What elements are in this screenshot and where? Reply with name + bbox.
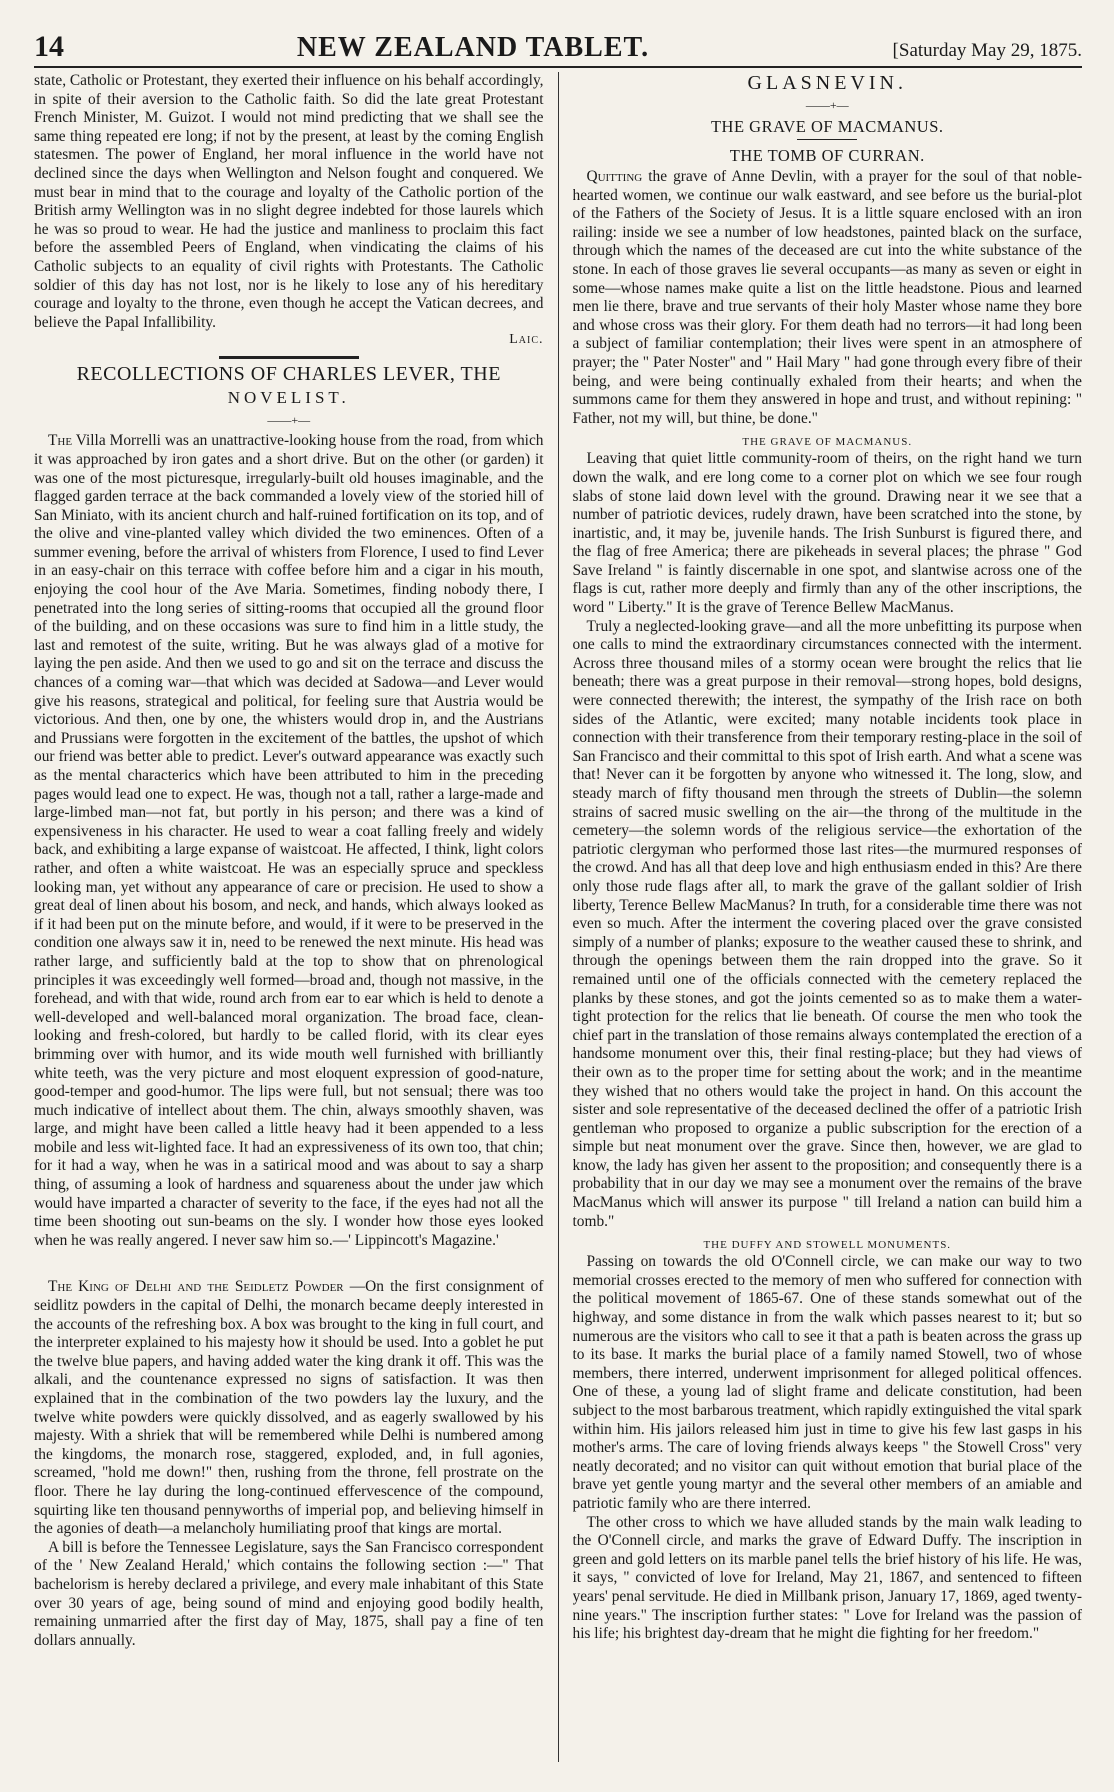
macmanus-section-heading: THE GRAVE OF MACMANUS. bbox=[742, 436, 913, 449]
delhi-article bbox=[34, 1278, 544, 1538]
section-rule bbox=[219, 356, 359, 359]
glasnevin-heading: GLASNEVIN. bbox=[747, 72, 907, 94]
lever-heading-2: NOVELIST. bbox=[227, 388, 350, 408]
lever-article bbox=[34, 432, 544, 1250]
lever-body: Villa Morrelli was an unattractive-looking house from the road, from which it was approached by iron gates and a short drive. But on the other (or garden) it was one of the most picturesque, irregularly-built old houses imaginable, and the flagged garden terrace at the back commanded a lovely view of the storied hill of San Miniato, with its ancient church and half-ruined fortification on its top, and of the olive and vine-planted valley which divided the two eminences. Often of a summer evening, before the arrival of whisters from Florence, I used to find Lever in an easy-chair on this terrace with coffee before him and a cigar in his mouth, enjoying the cool hour of the Ave Maria. Sometimes, finding nobody there, I penetrated into the long series of sitting-rooms that occupied all the ground floor of the building, and on these occasions was sure to find him in a little study, the last and remotest of the suite, writing. But he was always glad of a motive for laying the pen aside. And then we used to go and sit on the terrace and discuss the chances of a coming war—that which was decided at Sadowa—and Lever would give his reasons, strategical and political, for feeling sure that Austria would be victorious. And then, one by one, the whisters would drop in, and the Austrians and Prussians were forgotten in the excitement of the battles, the upshot of which our friend was better able to predict. Lever's outward appearance was exactly such as the mental characterics which have been attributed to him in the preceding pages would lead one to expect. He was, though not a tall, rather a large-made and large-limbed man—not fat, but portly in his person; and there was a kind of expensiveness in his character. He used to wear a coat falling freely and widely back, and exhibiting a large expanse of waistcoat. He affected, I think, light colors rather, and often a white waistcoat. He was an especially spruce and speckless looking man, yet without any appearance of care or precision. He used to show a great deal of linen about his bosom, and neck, and hands, which always looked as if it had been put on the minute before, and would, if it were to be preserved in the condition one always saw it in, need to be renewed the next minute. His head was rather large, and sufficiently bald at the top to show that on phrenological principles it was exceedingly well formed—broad and, though not massive, in the forehead, and with that wide, round arch from ear to ear which is held to denote a well-developed and well-balanced moral organization. The broad face, clean-looking and fresh-colored, but hardly to be called florid, with its clear eyes brimming over with humor, and its wide mouth well furnished with brilliantly white teeth, was the very picture and most eloquent expression of good-nature, good-temper and good-humor. The lips were full, but not sensual; there was too much indicative of intellect about them. The chin, always smoothly shaven, was large, and might have been called a little heavy had it been appended to a less mobile and less wit-lighted face. It had an expressiveness of its own too, that chin; for it had a way, when he was in a satirical mood and was about to say a sharp thing, of assuming a look of hardness and squareness about the under jaw which would have imparted a character of severity to the face, if the eyes had not all the time been shooting out sun-beams on the sly. I wonder how those eyes looked when he was really angered. I never saw him so.—' Lippincott's Magazine.' bbox=[34, 432, 544, 1249]
ornament: ——+— bbox=[267, 413, 311, 428]
curran-body: the grave of Anne Devlin, with a prayer for the soul of that noble-hearted women, we continue our walk eastward, and see before us the burial-plot of the Fathers of the Society of Jesus. It is a little square enclosed with an iron railing: inside we see a number of low headstones, painted black on the surface, through which the names of the deceased are cut into the white substance of the stone. In each of those graves lie several occupants—as many as seven or eight in some—whose names make quite a list on the little headstone. Pious and learned men lie there, brave and true servants of their holy Master whose name they bore and whose cross was their glory. For them death had no terrors—it had long been a subject of familiar contemplation; their lives were spent in an atmosphere of prayer; the " Pater Noster" and " Hail Mary " had gone through every fibre of their being, and were being continually exhaled from their hearts; and when the summons came for them they answered in hope and trust, and without repining: " Father, not my will, but thine, be done." bbox=[572, 168, 1082, 427]
lever-lead: The bbox=[48, 432, 73, 450]
columns bbox=[34, 72, 1082, 1762]
newspaper-title: NEW ZEALAND TABLET. bbox=[296, 32, 650, 63]
duffy-paragraph-2: The other cross to which we have alluded stands by the main walk leading to the O'Connell circle, and marks the grave of Edward Duffy. The inscription in green and gold letters on its marble panel tells the brief history of his life. He was, it says, " convicted of love for Ireland, May 21, 1867, and sentenced to fifteen years' penal servitude. He died in Millbank prison, January 17, 1869, aged twenty-nine years." The inscription further states: " Love for Ireland was the passion of his life; his brightest day-dream that he might die fighting for her freedom." bbox=[572, 1513, 1082, 1643]
opening-paragraph: state, Catholic or Protestant, they exerted their influence on his behalf accordingly, in spite of their aversion to the Catholic faith. So did the late great Protestant French Minister, M. Guizot. I would not mind predicting that we shall see the same thing repeated ere long; if not by the present, at least by the coming English statesmen. The power of England, her moral influence in the world have not declined since the days when Wellington and Nelson fought and conquered. We must bear in mind that to the courage and loyalty of the Catholic portion of the British army Wellington was in no slight degree indebted for those laurels which he was so proud to wear. He had the justice and manliness to proclaim this fact before the assembled Peers of England, when vindicating the claims of his Catholic subjects to an equality of civil rights with Protestants. The Catholic soldier of this day has not lost, nor is he likely to lose any of his hereditary courage and loyalty to the throne, even though he accept the Vatican decrees, and believe the Papal Infallibility. bbox=[34, 72, 544, 331]
right-column bbox=[573, 72, 1083, 1762]
issue-date: [Saturday May 29, 1875. bbox=[892, 40, 1082, 61]
delhi-body: —On the first consignment of seidlitz powders in the capital of Delhi, the monarch became deeply interested in the accounts of the refreshing box. A box was brought to the king in full court, and the interpreter explained to his majesty how it should be used. Into a goblet he put the twelve blue papers, and having added water the king drank it off. This was the alkali, and the countenance expressed no signs of satisfaction. It was then explained that in the combination of the two powders lay the luxury, and the twelve white powders were quickly dissolved, and as eagerly swallowed by his majesty. With a shriek that will be remembered while Delhi is numbered among the kingdoms, the monarch rose, staggered, exploded, and, in full agonies, screamed, "hold me down!" then, rushing from the throne, fell prostrate on the floor. There he lay during the long-continued effervescence of the compound, squirting like ten thousand pennyworths of imperial pop, and believing himself in the agonies of death—a melancholy humiliating proof that kings are mortal. bbox=[34, 1278, 544, 1538]
column-divider bbox=[558, 72, 559, 1762]
curran-article bbox=[573, 168, 1083, 428]
duffy-paragraph-1: Passing on towards the old O'Connell circle, we can make our way to two memorial crosses erected to the memory of men who suffered for connection with the political movement of 1865-67. One of these stands somewhat out of the highway, and some distance in from the walk which passes nearest to it; but so numerous are the visitors who call to see it that a path is beaten across the grass up to its base. It marks the burial place of a family named Stowell, two of whose members, there interred, underwent imprisonment for alleged political offences. One of these, a young lad of slight frame and delicate constitution, had been subject to the most barbarous treatment, which rapidly extinguished the vital spark within him. His jailors released him just in time to give his few last gasps in his mother's arms. The care of loving friends always keeps " the Stowell Cross" very neatly decorated; and no visitor can quit without emotion that burial place of the brave yet gentle young martyr and the several other members of an amiable and patriotic family who are there interred. bbox=[572, 1253, 1082, 1512]
macmanus-paragraph-1: Leaving that quiet little community-room of theirs, on the right hand we turn down the walk, and ere long come to a corner plot on which we see four rough slabs of stone laid down level with the ground. Drawing near it we see that a number of patriotic devices, rudely drawn, have been scratched into the stone, by inartistic, and, it may be, juvenile hands. The Irish Sunburst is figured there, and the flag of free America; there are pikeheads in several places; the phrase " God Save Ireland " is faintly discernable in one spot, and slantwise across one of the flags is cut, rather more deeply and firmly than any of the other inscriptions, the word " Liberty." It is the grave of Terence Bellew MacManus. bbox=[572, 450, 1082, 617]
spacer bbox=[34, 1250, 544, 1278]
masthead bbox=[34, 30, 1082, 68]
sub-heading-curran: THE TOMB OF CURRAN. bbox=[729, 146, 925, 165]
sub-heading-macmanus: THE GRAVE OF MACMANUS. bbox=[710, 117, 944, 136]
tennessee-bill-article: A bill is before the Tennessee Legislature, says the San Francisco correspondent of the ' New Zealand Herald,' which contains the following section :—" That bachelorism is hereby declared a privilege, and every male inhabitant of this State over 30 years of age, being sound of mind and enjoying good bodily health, remaining unmarried after the first day of May, 1875, shall pay a fine of ten dollars annually. bbox=[34, 1538, 544, 1649]
delhi-lead: The King of Delhi and the Seidletz Powder bbox=[48, 1278, 344, 1296]
curran-lead: Quitting bbox=[586, 168, 643, 185]
left-column bbox=[34, 72, 544, 1762]
sub-rule bbox=[797, 139, 857, 140]
lever-heading: RECOLLECTIONS OF CHARLES LEVER, THE bbox=[76, 363, 501, 386]
ornament-right: ——+— bbox=[805, 98, 849, 112]
duffy-section-heading: THE DUFFY AND STOWELL MONUMENTS. bbox=[703, 1239, 952, 1252]
opening-signature: Laic. bbox=[509, 332, 544, 348]
macmanus-paragraph-2: Truly a neglected-looking grave—and all the more unbefitting its purpose when one calls to mind the extraordinary circumstances connected with the interment. Across three thousand miles of a stormy ocean were brought the relics that lie beneath; there was a great purpose in their removal—strong hopes, bold designs, were connected therewith; the interest, the sympathy of the Irish race on both sides of the Atlantic, were excited; many notable incidents took place in connection with their transference from their temporary resting-place in the soil of San Francisco and their committal to this spot of Irish earth. And what a scene was that! Never can it be forgotten by anyone who witnessed it. The long, slow, and steady march of fifty thousand men through the streets of Dublin—the solemn strains of sacred music swelling on the air—the throng of the multitude in the cemetery—the solemn words of the religious service—the exhortation of the patriotic clergyman who performed those last rites—the murmured responses of the crowd. And has all that deep love and high enthusiasm ended in this? Are there only those rude flags after all, to mark the grave of the gallant soldier of Irish liberty, Terence Bellew MacManus? In truth, for a considerable time there was not even so much. After the interment the covering placed over the grave consisted simply of a number of planks; exposure to the weather caused these to shrink, and through the openings between them the rain dropped into the grave. So it remained until one of the officials connected with the cemetery replaced the planks by these stones, and got the joints cemented so as to make them a water-tight protection for the relics that lie beneath. Of course the men who took the chief part in the translation of those remains always contemplated the erection of a handsome monument over this, their final resting-place; but they had views of their own as to the proper time for setting about the work; and in the meantime they wished that no others would take the project in hand. On this account the sister and sole representative of the deceased declined the offer of a patriotic Irish gentleman who proposed to organize a public subscription for the erection of a simple but neat monument over the grave. Since then, however, we are glad to know, the lady has given her assent to the proposition; and consequently there is a probability that in our day we may see a monument over the remains of the brave MacManus which will answer its purpose " till Ireland a nation can build him a tomb." bbox=[572, 617, 1082, 1230]
page-number: 14 bbox=[34, 30, 64, 63]
